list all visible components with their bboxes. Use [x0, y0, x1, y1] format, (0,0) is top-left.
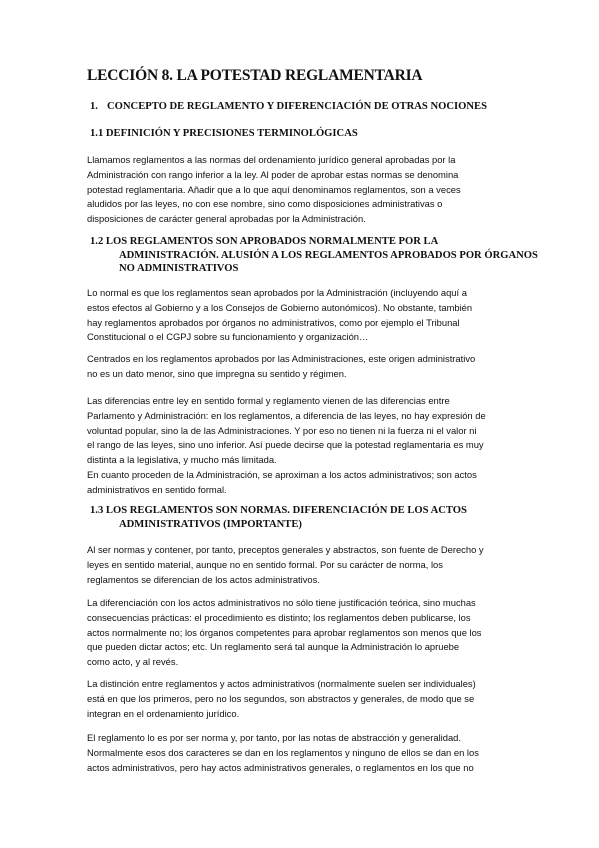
- text-line: actos administrativos, pero hay actos administrativos generales, o reglamentos en los que no: [87, 761, 474, 773]
- text-line: no es un dato menor, sino que impregna su sentido y régimen.: [87, 367, 347, 379]
- heading-line: ADMINISTRACIÓN. ALUSIÓN A LOS REGLAMENTOS APROBADOS POR ÓRGANOS: [119, 249, 538, 261]
- text-line: está en que los primeros, pero no los segundos, son abstractos y generales, de modo que se: [87, 692, 475, 704]
- text-line: Centrados en los reglamentos aprobados por las Administraciones, este origen administrativo: [87, 353, 476, 364]
- text-line: como acto, y al revés.: [87, 656, 179, 668]
- text-line: En cuanto proceden de la Administración, se aproximan a los actos administrativos; son actos: [87, 468, 477, 480]
- text-line: aludidos por las leyes, no con ese nombre, sino como disposiciones administrativas o: [87, 198, 443, 210]
- subsection-1-2-paragraph-2: [87, 352, 517, 382]
- text-line: consecuencias prácticas: el procedimiento es distinto; los reglamentos deben publicarse, los: [87, 611, 471, 623]
- subsection-1-2-heading: [90, 235, 538, 276]
- heading-line: 1.2 LOS REGLAMENTOS SON APROBADOS NORMALMENTE POR LA: [90, 236, 439, 247]
- section-1-heading-text: CONCEPTO DE REGLAMENTO Y DIFERENCIACIÓN DE OTRAS NOCIONES: [107, 101, 487, 112]
- text-line: distinta a la legislativa, y mucho más limitada.: [87, 454, 277, 466]
- subsection-1-3-paragraph-2: [87, 596, 517, 670]
- text-line: el rango de las leyes, sino uno inferior. Así puede decirse que la potestad reglamentaria es muy: [87, 439, 484, 451]
- text-line: voluntad popular, sino la de las Administraciones. Y por eso no tienen ni la fuerza ni el valor ni: [87, 424, 477, 436]
- heading-line: NO ADMINISTRATIVOS: [119, 263, 239, 274]
- subsection-1-1-paragraph-1: [87, 153, 517, 227]
- text-line: potestad reglamentaria. Añadir que a lo que aquí denominamos reglamentos, son a veces: [87, 183, 461, 195]
- text-line: Al ser normas y contener, por tanto, preceptos generales y abstractos, son fuente de Derecho y: [87, 544, 484, 555]
- text-line: Las diferencias entre ley en sentido formal y reglamento vienen de las diferencias entre: [87, 395, 450, 406]
- heading-line: 1.3 LOS REGLAMENTOS SON NORMAS. DIFERENCIACIÓN DE LOS ACTOS: [90, 505, 467, 516]
- page-title: LECCIÓN 8. LA POTESTAD REGLAMENTARIA: [87, 67, 423, 84]
- section-1-number: 1.: [90, 101, 98, 112]
- heading-line: ADMINISTRATIVOS (IMPORTANTE): [119, 518, 302, 530]
- text-line: Constitucional o el CGPJ sobre su funcionamiento y organización…: [87, 331, 369, 343]
- text-line: administrativos en sentido formal.: [87, 483, 227, 495]
- text-line: Parlamento y Administración: en los reglamentos, a diferencia de las leyes, no hay expresión de: [87, 409, 486, 421]
- text-line: leyes en sentido material, aunque no en sentido formal. Por su carácter de norma, los: [87, 558, 443, 570]
- text-line: Llamamos reglamentos a las normas del ordenamiento jurídico general aprobadas por la: [87, 154, 456, 165]
- text-line: La distinción entre reglamentos y actos administrativos (normalmente suelen ser individuales): [87, 678, 476, 689]
- text-line: La diferenciación con los actos administrativos no sólo tiene justificación teórica, sino muchas: [87, 597, 476, 608]
- text-line: que pueden dictar actos; etc. Un reglamento será tal aunque la Administración lo apruebe: [87, 641, 460, 653]
- text-line: estos efectos al Gobierno y a los Consejos de Gobierno autonómicos). No obstante, también: [87, 301, 473, 313]
- subsection-1-2-paragraph-3: [87, 394, 517, 498]
- subsection-1-2-paragraph-1: [87, 286, 517, 345]
- section-1-heading: [90, 101, 487, 112]
- text-line: Administración con rango inferior a la ley. Al poder de aprobar estas normas se denomina: [87, 168, 459, 180]
- subsection-1-3-heading: [90, 504, 467, 531]
- text-line: Lo normal es que los reglamentos sean aprobados por la Administración (incluyendo aquí a: [87, 287, 467, 298]
- heading-line: 1.1 DEFINICIÓN Y PRECISIONES TERMINOLÓGICAS: [90, 128, 358, 139]
- text-line: El reglamento lo es por ser norma y, por tanto, por las notas de abstracción y generalidad.: [87, 732, 461, 743]
- text-line: disposiciones de carácter general aprobadas por la Administración.: [87, 213, 366, 225]
- text-line: hay reglamentos aprobados por órganos no administrativos, como por ejemplo el Tribunal: [87, 316, 460, 328]
- text-line: Normalmente esos dos caracteres se dan en los reglamentos y ninguno de ellos se dan en los: [87, 746, 479, 758]
- subsection-1-3-paragraph-3: [87, 677, 517, 721]
- text-line: integran en el ordenamiento jurídico.: [87, 707, 240, 719]
- text-line: actos normalmente no; los órganos competentes para aprobar reglamentos son menos que los: [87, 626, 482, 638]
- subsection-1-3-paragraph-1: [87, 543, 517, 587]
- subsection-1-3-paragraph-4: [87, 731, 517, 775]
- text-line: reglamentos se diferencian de los actos administrativos.: [87, 573, 320, 585]
- subsection-1-1-heading: [90, 127, 358, 141]
